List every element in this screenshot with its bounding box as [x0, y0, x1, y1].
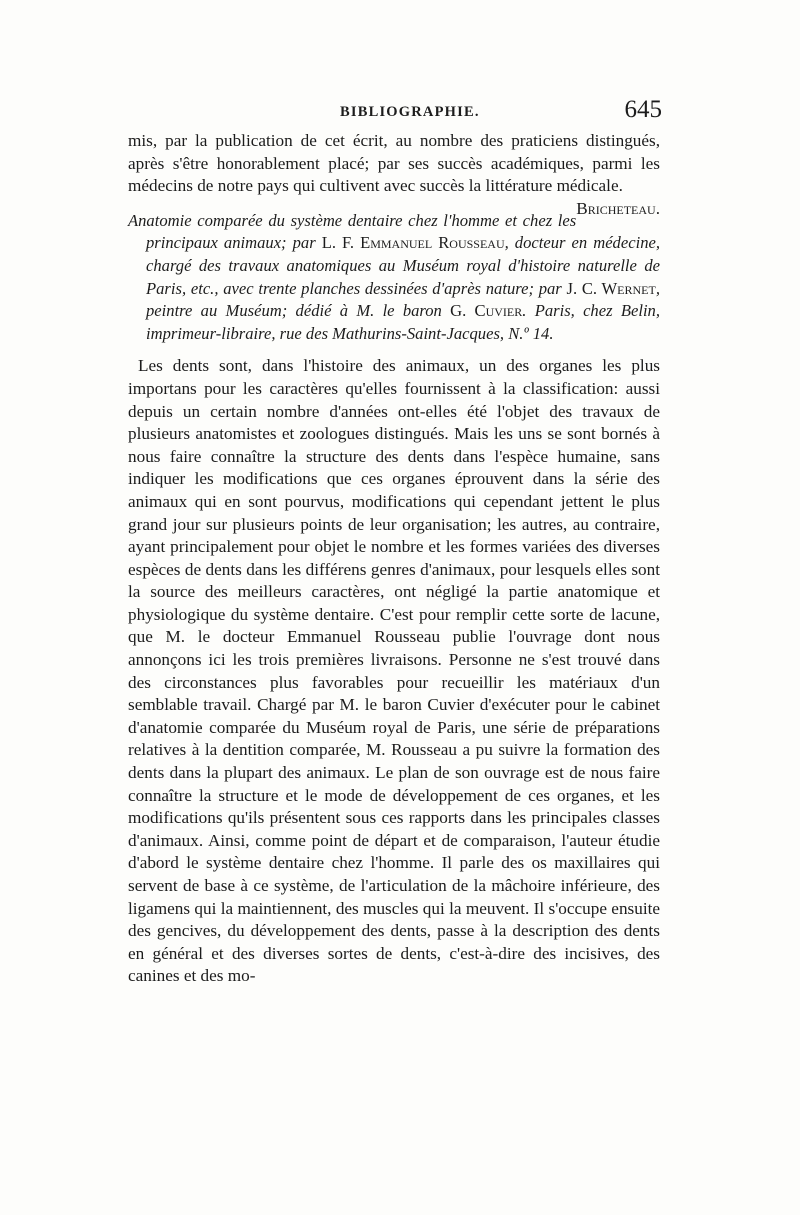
entry-dedicatee: G. Cuvier: [450, 301, 523, 321]
running-head: BIBLIOGRAPHIE.: [340, 104, 480, 120]
entry-author-desc: , docteur en médecine, chargé des travaux anatomiques au Muséum royal d'histoire naturelle de Paris, etc., avec trente planches dessinées d'après nature; par: [146, 233, 661, 298]
entry-publisher: . Paris, chez Belin, imprimeur-libraire, rue des Mathurins-Saint-Jacques, N.º 14.: [146, 301, 660, 343]
entry-title: Anatomie comparée du système dentaire chez l'homme et chez les principaux animaux; par: [128, 210, 577, 253]
page-header: [128, 96, 660, 130]
signature: Bricheteau.: [576, 198, 660, 218]
continuation-paragraph: [128, 130, 660, 218]
page-number: 645: [624, 96, 662, 123]
entry-illustrator-desc: , peintre au Muséum; dédié à M. le baron: [146, 278, 660, 321]
continuation-text: mis, par la publication de cet écrit, au nombre des praticiens distingués, après s'être honorablement placé; par ses succès académiques, parmi les médecins de notre pays qui cultivent avec succès la littérature médicale.: [128, 131, 660, 196]
entry-illustrator: J. C. Wernet: [566, 278, 656, 298]
text-block: [128, 96, 660, 988]
bibliography-entry: [128, 210, 660, 346]
review-body: Les dents sont, dans l'histoire des animaux, un des organes les plus importans pour les caractères qu'elles fournissent à la classification: aussi depuis un certain nombre d'années ont-elles été l'objet des travaux de plusieurs anatomistes et zoologues distingués. Mais les uns se sont bornés à nous faire connaître la structure des dents dans l'espèce humaine, sans indiquer les modifications que ces organes éprouvent dans la série des animaux qui en sont pourvus, modifications qui cependant jettent le plus grand jour sur plusieurs points de leur organisation; les autres, au contraire, ayant principalement pour objet le nombre et les formes variées des diverses espèces de dents dans les différens genres d'animaux, pour lesquels elles sont la source des meilleurs caractères, ont négligé la partie anatomique et physiologique du système dentaire. C'est pour remplir cette sorte de lacune, que M. le docteur Emmanuel Rousseau publie l'ouvrage dont nous annonçons ici les trois premières livraisons. Personne ne s'est trouvé dans des circonstances plus favorables pour recueillir les matériaux d'un semblable travail. Chargé par M. le baron Cuvier d'exécuter pour le cabinet d'anatomie comparée du Muséum royal de Paris, une série de préparations relatives à la dentition comparée, M. Rousseau a pu suivre la formation des dents dans la plupart des animaux. Le plan de son ouvrage est de nous faire connaître la structure et le mode de développement de ces organes, et les modifications qu'ils présentent sous ces rapports dans les principales classes d'animaux. Ainsi, comme point de départ et de comparaison, l'auteur étudie d'abord le système dentaire chez l'homme. Il parle des os maxillaires qui servent de base à ce système, de l'articulation de la mâchoire inférieure, des ligamens qui la maintiennent, des muscles qui la meuvent. Il s'occupe ensuite des gencives, du développement des dents, passe à la description des dents en général et des diverses sortes de dents, c'est-à-dire des incisives, des canines et des mo-: [128, 356, 660, 986]
entry-author: L. F. Emmanuel Rousseau: [321, 233, 505, 253]
